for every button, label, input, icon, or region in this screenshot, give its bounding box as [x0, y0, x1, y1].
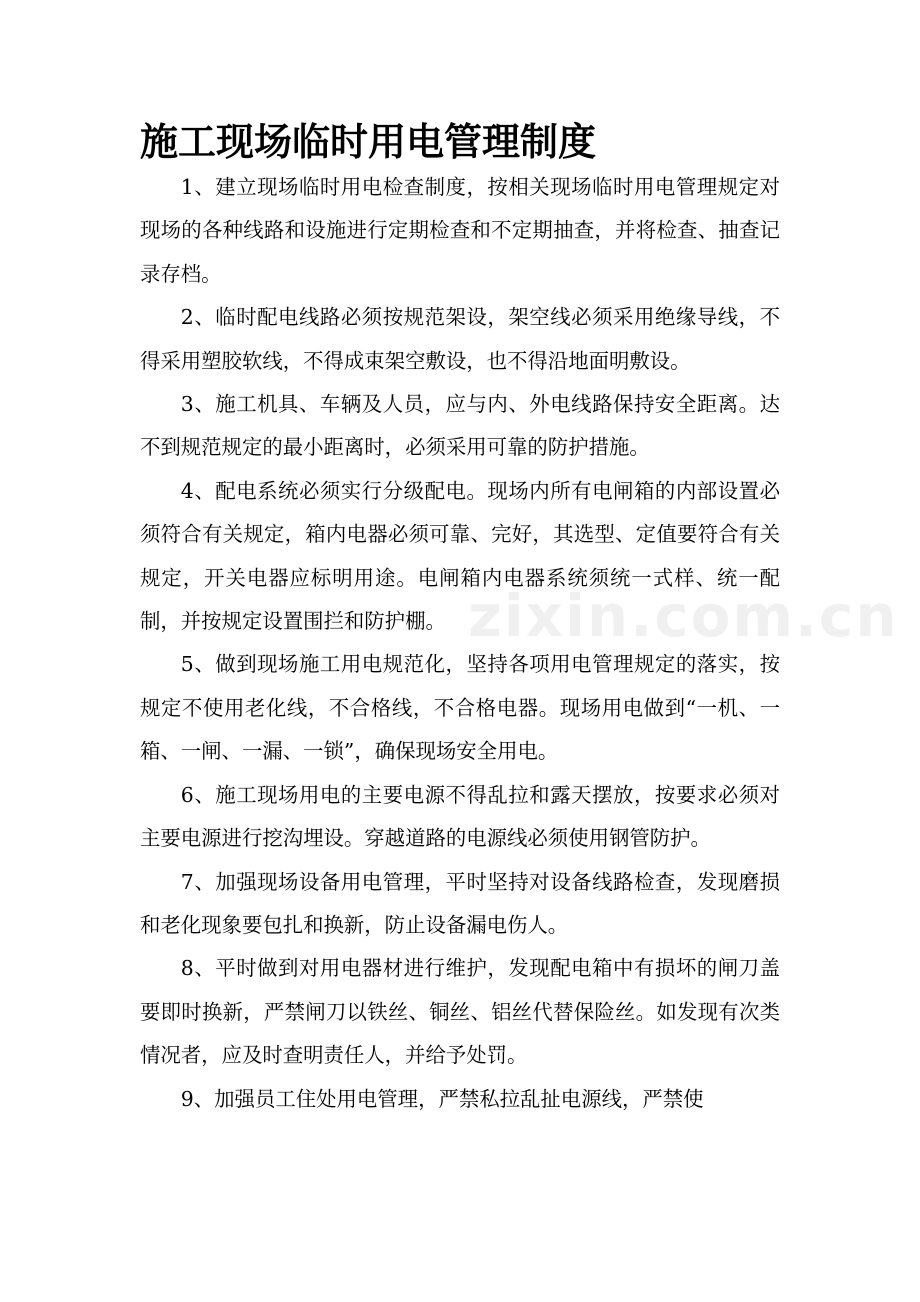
paragraph-5: 5、做到现场施工用电规范化，坚持各项用电管理规定的落实，按规定不使用老化线，不合格线，不合格电器。现场用电做到“一机、一箱、一闸、一漏、一锁”，确保现场安全用电。 [140, 652, 780, 764]
paragraph-1: 1、建立现场临时用电检查制度，按相关现场临时用电管理规定对现场的各种线路和设施进行定期检查和不定期抽查，并将检查、抽查记录存档。 [140, 175, 780, 286]
document-title: 施工现场临时用电管理制度 [140, 119, 597, 164]
paragraph-4: 4、配电系统必须实行分级配电。现场内所有电闸箱的内部设置必须符合有关规定，箱内电器必须可靠、完好，其选型、定值要符合有关规定，开关电器应标明用途。电闸箱内电器系统须统一式样、统一配制，并按规定设置围拦和防护棚。 [140, 478, 780, 634]
paragraph-3: 3、施工机具、车辆及人员，应与内、外电线路保持安全距离。达不到规范规定的最小距离时，必须采用可靠的防护措施。 [140, 392, 780, 460]
paragraph-7: 7、加强现场设备用电管理，平时坚持对设备线路检查，发现磨损和老化现象要包扎和换新，防止设备漏电伤人。 [140, 869, 780, 937]
watermark: zixin.com.cn [468, 582, 899, 650]
paragraph-8: 8、平时做到对用电器材进行维护，发现配电箱中有损坏的闸刀盖要即时换新，严禁闸刀以铁丝、铜丝、铝丝代替保险丝。如发现有次类情况者，应及时查明责任人，并给予处罚。 [140, 956, 780, 1068]
paragraph-6: 6、施工现场用电的主要电源不得乱拉和露天摆放，按要求必须对主要电源进行挖沟埋设。穿越道路的电源线必须使用钢管防护。 [140, 782, 780, 851]
document-body [140, 166, 780, 1121]
paragraph-2: 2、临时配电线路必须按规范架设，架空线必须采用绝缘导线，不得采用塑胶软线，不得成束架空敷设，也不得沿地面明敷设。 [140, 305, 780, 373]
paragraph-9: 9、加强员工住处用电管理，严禁私拉乱扯电源线，严禁使 [180, 1086, 704, 1111]
